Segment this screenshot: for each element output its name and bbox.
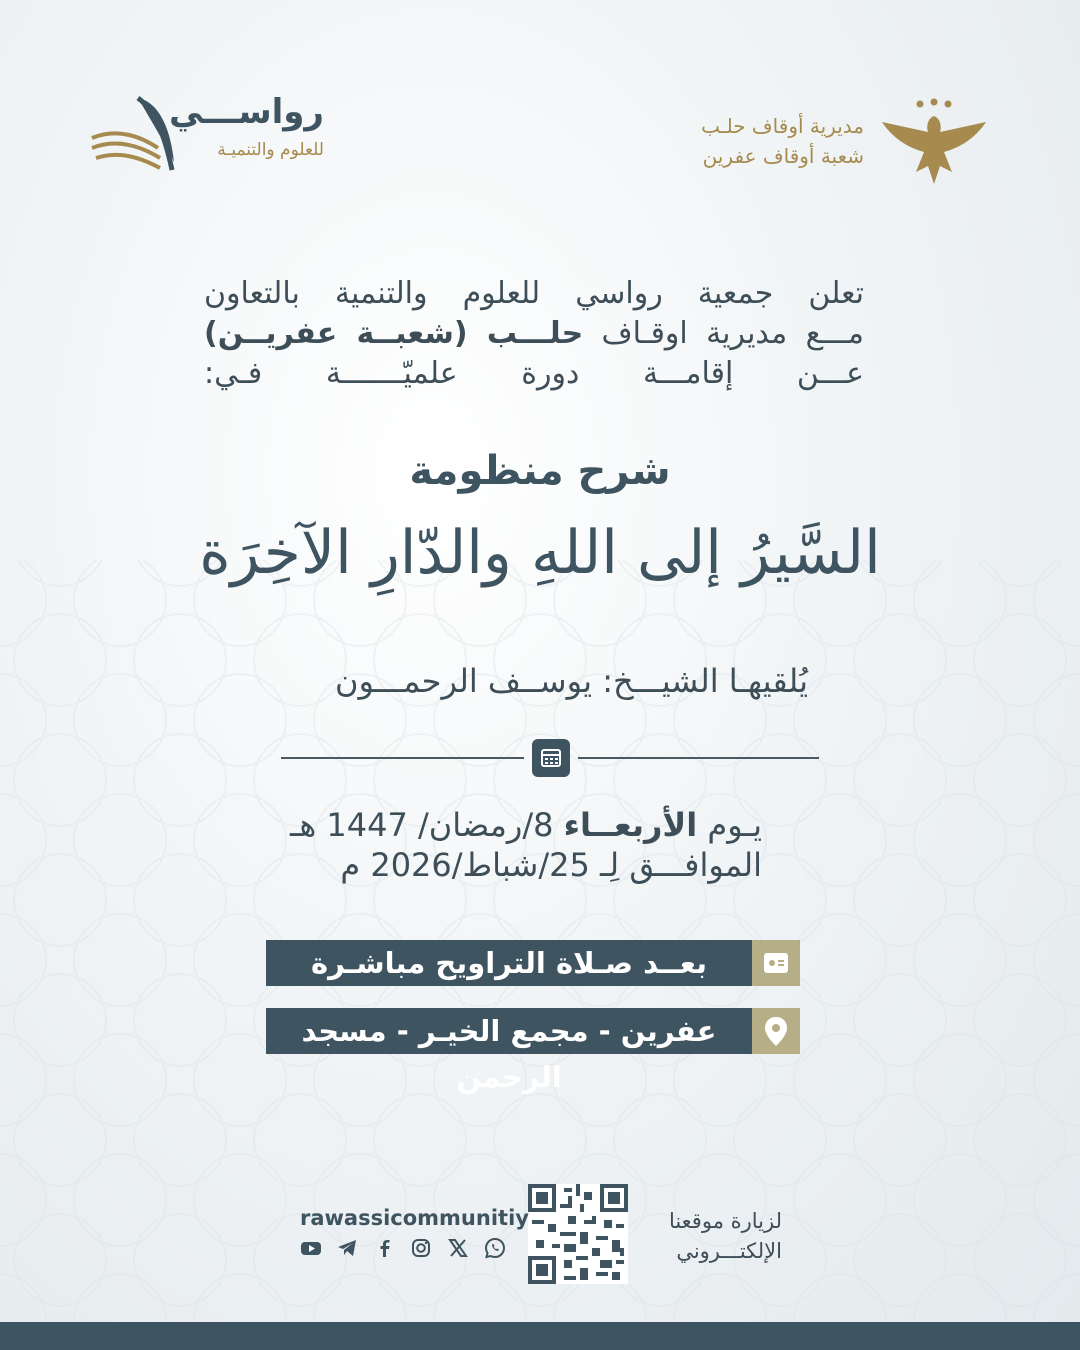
youtube-icon[interactable] bbox=[300, 1237, 322, 1259]
course-heading: شرح منظومة bbox=[409, 448, 671, 494]
intro-line-2-bold: حلـــب (شعبــة عفريــن) bbox=[204, 316, 584, 351]
map-pin-icon bbox=[752, 1008, 800, 1054]
x-icon[interactable] bbox=[447, 1237, 469, 1259]
intro-line-2 bbox=[204, 316, 864, 351]
awqaf-directorate-label: مديرية أوقاف حلـب bbox=[701, 114, 864, 138]
divider-right bbox=[578, 757, 819, 759]
location-icon-box bbox=[752, 1008, 800, 1054]
ticket-icon bbox=[752, 940, 800, 986]
intro-line-3: عـــن إقامـــة دورة علميّـــــــة فـي: bbox=[204, 356, 864, 391]
hijri-date-value: 8/رمضان/ 1447 هـ bbox=[289, 806, 564, 844]
social-handle[interactable]: rawassicommunitiy bbox=[300, 1206, 529, 1230]
awqaf-logo bbox=[680, 96, 1000, 192]
website-visit-label-line-2: الإلكتـــروني bbox=[676, 1239, 782, 1263]
calendar-icon bbox=[532, 739, 570, 777]
qr-code[interactable] bbox=[528, 1184, 628, 1284]
website-visit-label-line-1: لزيارة موقعنا bbox=[668, 1209, 782, 1233]
awqaf-branch-label: شعبة أوقاف عفرين bbox=[702, 144, 864, 168]
divider-left bbox=[281, 757, 524, 759]
gregorian-date: الموافـــق لِـ 25/شباط/2026 م bbox=[340, 846, 762, 884]
rawassi-logo bbox=[88, 92, 328, 182]
whatsapp-icon[interactable] bbox=[484, 1237, 506, 1259]
time-icon-box bbox=[752, 940, 800, 986]
time-bar: بعــد صـلاة التراويح مباشـرة bbox=[266, 940, 752, 986]
eagle-emblem-icon bbox=[876, 96, 992, 188]
intro-line-1: تعلن جمعية رواسي للعلوم والتنمية بالتعاون bbox=[204, 276, 864, 311]
instagram-icon[interactable] bbox=[410, 1237, 432, 1259]
hijri-date bbox=[290, 806, 762, 844]
hijri-date-prefix: يـوم bbox=[697, 806, 762, 844]
rawassi-name: رواســـي bbox=[168, 92, 324, 132]
facebook-icon[interactable] bbox=[373, 1237, 395, 1259]
telegram-icon[interactable] bbox=[336, 1237, 358, 1259]
poem-title: السَّيرُ إلى اللهِ والدّارِ الآخِرَة bbox=[199, 518, 881, 588]
weekday: الأربعــاء bbox=[563, 806, 698, 844]
footer-bar bbox=[0, 1322, 1080, 1350]
website-visit-label bbox=[642, 1206, 782, 1266]
location-bar: عفرين - مجمع الخيـر - مسجد الرحمن bbox=[266, 1008, 752, 1054]
intro-line-2-text: مـــع مديرية اوقـاف bbox=[583, 316, 864, 351]
lecturer-line: يُلقيهـا الشيـــخ: يوســف الرحمـــون bbox=[335, 662, 808, 700]
rawassi-subtitle: للعلوم والتنميـة bbox=[217, 140, 324, 160]
